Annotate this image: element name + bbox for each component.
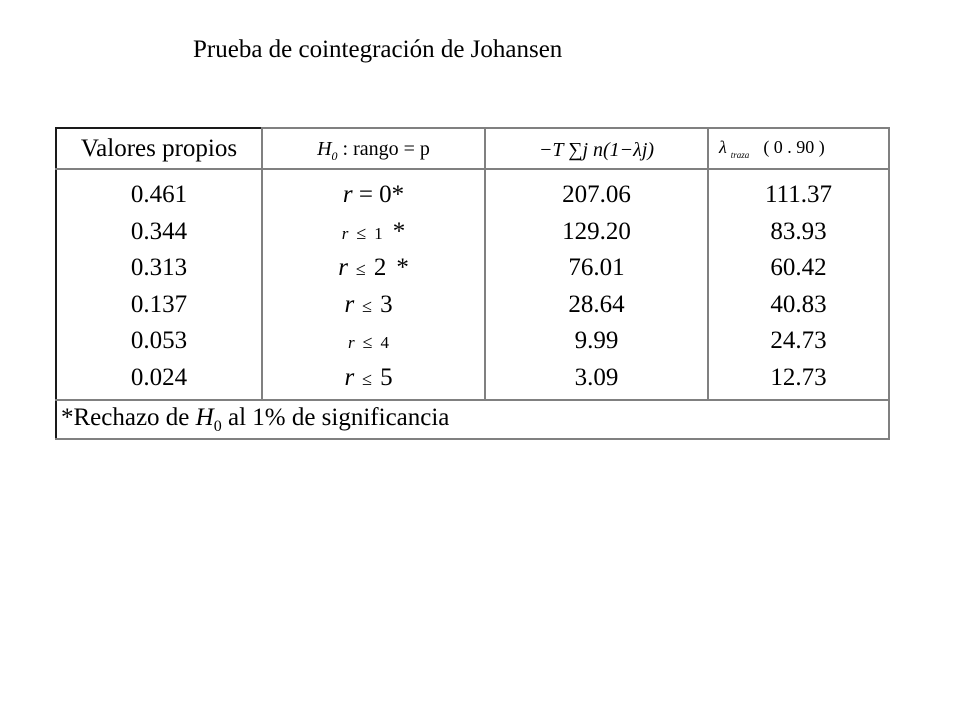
hypothesis-op: ≤ <box>362 368 373 389</box>
trace-value-cell: 9.99 <box>574 327 619 354</box>
table-body-row <box>56 169 889 400</box>
header-trace-formula: −T ∑j n(1−λj) <box>538 138 655 161</box>
hypothesis-op: ≤ <box>355 259 366 279</box>
eigen-value-cell: 0.461 <box>130 181 188 208</box>
critical-value-cell: 40.83 <box>770 290 827 318</box>
hypothesis-cell <box>263 214 484 251</box>
hypothesis-num: 4 <box>380 333 389 352</box>
hypothesis-cell <box>263 177 484 214</box>
trace-value-cell: 76.01 <box>568 254 625 281</box>
eigen-value-cell: 0.313 <box>130 254 188 281</box>
hypothesis-num: 3 <box>380 290 393 318</box>
footnote-h-symbol: H <box>195 403 214 431</box>
hypothesis-cell <box>263 360 484 397</box>
trace-value-cell: 28.64 <box>568 290 625 318</box>
trace-value-cell: 3.09 <box>574 363 619 391</box>
footnote-prefix: *Rechazo de <box>61 403 196 431</box>
trace-value-cell: 207.06 <box>562 181 631 208</box>
header-lambda-level: ( 0 . 90 ) <box>763 137 825 157</box>
column-hypotheses <box>262 169 485 400</box>
hypothesis-num: 0 <box>379 181 392 208</box>
eigen-value-cell: 0.053 <box>130 327 188 354</box>
hypothesis-op: = <box>358 181 373 208</box>
critical-value-cell: 83.93 <box>770 217 827 245</box>
hypothesis-op: ≤ <box>356 222 367 243</box>
header-h0 <box>262 128 485 169</box>
header-lambda-symbol: λ <box>719 137 727 157</box>
hypothesis-var: r <box>341 223 349 243</box>
significance-star: * <box>396 254 409 281</box>
hypothesis-var: r <box>344 363 355 391</box>
critical-value-cell: 111.37 <box>765 181 832 208</box>
hypothesis-cell <box>263 287 484 324</box>
critical-value-cell: 60.42 <box>770 254 827 281</box>
hypothesis-var: r <box>342 181 353 208</box>
column-eigenvalues <box>56 169 262 400</box>
hypothesis-op: ≤ <box>362 295 373 316</box>
footnote-h-sub: 0 <box>213 417 222 435</box>
header-h0-symbol: H <box>317 137 332 160</box>
significance-star: * <box>392 217 406 245</box>
hypothesis-num: 5 <box>380 363 393 391</box>
hypothesis-cell <box>263 323 484 360</box>
footnote-suffix: al 1% de significancia <box>221 403 450 431</box>
hypothesis-num: 2 <box>373 254 387 281</box>
header-h0-text: : rango = p <box>342 137 430 160</box>
hypothesis-var: r <box>338 254 348 281</box>
header-trace-statistic <box>485 128 708 169</box>
eigen-value-cell: 0.024 <box>130 363 188 391</box>
table-header-row <box>56 128 889 169</box>
header-lambda-sub: traza <box>730 150 750 160</box>
page-title: Prueba de cointegración de Johansen <box>193 36 563 63</box>
table-footnote-row <box>56 400 889 439</box>
footnote <box>56 400 889 439</box>
hypothesis-cell <box>263 250 484 287</box>
header-critical-value <box>708 128 889 169</box>
header-eigenvalues: Valores propios <box>56 128 262 169</box>
hypothesis-num: 1 <box>374 223 383 243</box>
eigen-value-cell: 0.344 <box>130 217 188 245</box>
column-trace-statistic <box>485 169 708 400</box>
critical-value-cell: 24.73 <box>770 327 827 354</box>
significance-star: * <box>391 181 405 208</box>
hypothesis-var: r <box>347 333 355 352</box>
header-h0-sub: 0 <box>331 148 338 163</box>
column-critical-values <box>708 169 889 400</box>
trace-value-cell: 129.20 <box>562 217 631 245</box>
hypothesis-op: ≤ <box>362 332 373 352</box>
hypothesis-var: r <box>344 290 355 318</box>
johansen-table <box>55 127 890 440</box>
eigen-value-cell: 0.137 <box>130 290 188 318</box>
critical-value-cell: 12.73 <box>770 363 827 391</box>
